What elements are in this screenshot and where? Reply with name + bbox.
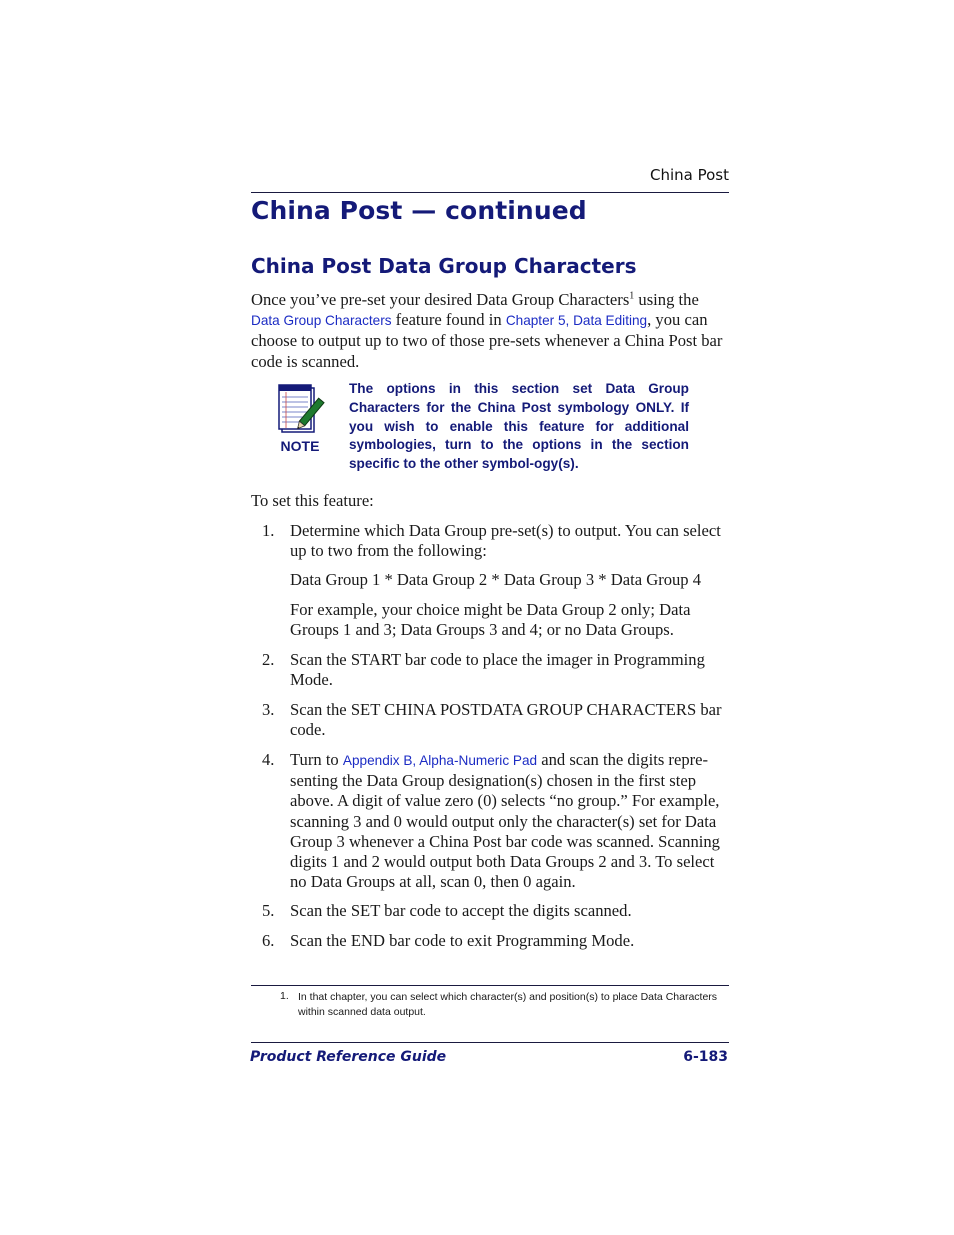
step-text: Scan the SET CHINA POSTDATA GROUP CHARACTERS bar code. — [290, 700, 722, 740]
section-title: China Post Data Group Characters — [251, 254, 637, 278]
step-number: 6. — [262, 931, 275, 950]
footer-guide-title: Product Reference Guide — [250, 1049, 447, 1065]
running-header: China Post — [650, 166, 729, 184]
footnote-number: 1. — [280, 990, 289, 1002]
step-text: Scan the SET bar code to accept the digits scanned. — [290, 901, 632, 920]
footnote-ref[interactable]: 1 — [629, 290, 635, 302]
step-number: 4. — [262, 750, 275, 769]
intro-text-4: , you can choose to output up to two of those pre-sets whenever a China Post bar code is scanned. — [251, 310, 723, 371]
intro-paragraph — [251, 290, 729, 372]
note-icon — [276, 382, 328, 440]
step-4-text-1: Turn to — [290, 750, 343, 769]
page-number: 6-183 — [683, 1049, 728, 1065]
step-number: 2. — [262, 650, 275, 669]
footer-rule — [251, 1042, 729, 1043]
footnote-rule — [251, 985, 729, 986]
intro-text-3: feature found in — [391, 310, 506, 330]
intro-text-2: using the — [634, 290, 699, 309]
step-text: Determine which Data Group pre-set(s) to output. You can select up to two from the following: — [290, 521, 721, 561]
data-group-characters-link[interactable]: Data Group Characters — [251, 313, 392, 329]
note-label: NOTE — [280, 438, 320, 454]
header-rule — [251, 192, 729, 193]
lead-in: To set this feature: — [251, 491, 374, 510]
step-4-text-2: and scan the digits repre-senting the Data Group designation(s) chosen in the first step above. A digit of value zero (0) selects “no group.” For example, scanning 3 and 0 would output only the character(s) set for Data Group 3 whenever a China Post bar code was scanned. Scanning digits 1 and 2 would output both Data Groups 2 and 3. To select no Data Groups at all, scan 0, then 0 again. — [290, 750, 720, 892]
data-group-options: Data Group 1 * Data Group 2 * Data Group 3 * Data Group 4 — [290, 570, 702, 589]
note-text: The options in this section set Data Group Characters for the China Post symbology ONLY. If you wish to enable this feature for additional symbologies, turn to the options in the section specific to the other symbol-ogy(s). — [349, 381, 689, 472]
appendix-b-link[interactable]: Appendix B, Alpha-Numeric Pad — [342, 753, 538, 768]
step-number: 3. — [262, 700, 275, 719]
step-number: 1. — [262, 521, 275, 540]
page-title: China Post — continued — [251, 196, 587, 225]
chapter-5-link[interactable]: Chapter 5, Data Editing — [505, 313, 648, 329]
step-text: Scan the END bar code to exit Programming Mode. — [290, 931, 635, 950]
step-text: Scan the START bar code to place the imager in Programming Mode. — [290, 650, 705, 690]
intro-text-1: Once you’ve pre-set your desired Data Group Characters — [251, 290, 630, 309]
step-number: 5. — [262, 901, 275, 920]
step-text — [290, 750, 730, 892]
footnote-text: In that chapter, you can select which character(s) and position(s) to place Data Characters within scanned data output. — [298, 991, 718, 1018]
step-example: For example, your choice might be Data Group 2 only; Data Groups 1 and 3; Data Groups 3 and 4; or no Data Groups. — [290, 600, 691, 640]
